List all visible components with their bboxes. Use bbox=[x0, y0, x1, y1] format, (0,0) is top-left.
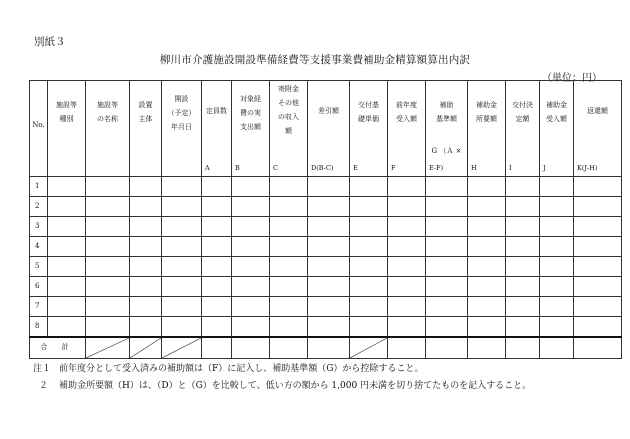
column-code: E bbox=[353, 163, 358, 172]
column-code: K(J-H) bbox=[577, 163, 598, 172]
table-cell bbox=[468, 257, 506, 277]
table-row bbox=[30, 217, 622, 237]
column-header bbox=[506, 81, 540, 177]
table-cell bbox=[506, 297, 540, 317]
table-cell bbox=[506, 317, 540, 338]
table-cell bbox=[574, 277, 622, 297]
table-cell bbox=[202, 217, 232, 237]
table-cell bbox=[162, 237, 202, 257]
table-cell bbox=[202, 317, 232, 338]
column-header bbox=[202, 81, 232, 177]
table-cell bbox=[426, 237, 468, 257]
column-header bbox=[308, 81, 350, 177]
diagonal-line bbox=[130, 338, 161, 358]
column-header-line: 受入額 bbox=[546, 115, 567, 123]
header-row bbox=[30, 81, 622, 177]
table-cell bbox=[540, 257, 574, 277]
table-cell bbox=[86, 277, 130, 297]
table-cell bbox=[426, 177, 468, 197]
table-cell bbox=[48, 277, 86, 297]
table-cell bbox=[426, 277, 468, 297]
table-cell bbox=[86, 197, 130, 217]
unit-label: （単位：円） bbox=[542, 73, 602, 84]
table-cell bbox=[308, 257, 350, 277]
total-label: 合 計 bbox=[30, 337, 86, 359]
table-cell bbox=[388, 197, 426, 217]
crossed-out-cell bbox=[162, 337, 202, 359]
table-cell bbox=[270, 197, 308, 217]
table-cell bbox=[468, 197, 506, 217]
table-cell bbox=[468, 297, 506, 317]
column-header-line: 交付基 bbox=[358, 101, 379, 109]
column-header-line: （予定） bbox=[167, 109, 196, 117]
table-cell bbox=[232, 277, 270, 297]
table-cell bbox=[468, 317, 506, 338]
column-code: F bbox=[391, 163, 396, 172]
table-cell bbox=[350, 217, 388, 237]
column-header-line: 前年度 bbox=[396, 101, 417, 109]
column-header bbox=[350, 81, 388, 177]
total-cell bbox=[202, 337, 232, 359]
table-cell bbox=[162, 297, 202, 317]
column-header-line: その他 bbox=[278, 99, 299, 107]
table-cell bbox=[574, 257, 622, 277]
table-cell bbox=[350, 277, 388, 297]
table-cell bbox=[86, 217, 130, 237]
table-cell bbox=[388, 317, 426, 338]
table-cell bbox=[388, 237, 426, 257]
column-header-line: 交付決 bbox=[512, 101, 533, 109]
notes bbox=[33, 361, 531, 395]
table-cell bbox=[48, 197, 86, 217]
column-header bbox=[130, 81, 162, 177]
table-cell bbox=[48, 237, 86, 257]
table-cell bbox=[232, 217, 270, 237]
column-header-line: 種別 bbox=[59, 115, 74, 123]
table-cell bbox=[130, 217, 162, 237]
table-cell bbox=[308, 217, 350, 237]
column-header-line: 補助 bbox=[439, 101, 454, 109]
table-cell bbox=[506, 237, 540, 257]
column-header-line: 補助金 bbox=[476, 101, 497, 109]
row-number: 4 bbox=[30, 237, 48, 257]
table-cell bbox=[506, 217, 540, 237]
table-cell bbox=[202, 237, 232, 257]
table-cell bbox=[540, 317, 574, 338]
table-cell bbox=[574, 217, 622, 237]
table-cell bbox=[468, 237, 506, 257]
total-row bbox=[30, 337, 622, 359]
crossed-out-cell bbox=[350, 337, 388, 359]
note-text: 前年度分として受入済みの補助額は（F）に記入し、補助基準額（G）から控除すること。 bbox=[59, 364, 424, 374]
document-label: 別紙３ bbox=[34, 36, 66, 48]
table-cell bbox=[162, 317, 202, 338]
table-cell bbox=[350, 297, 388, 317]
table-cell bbox=[130, 277, 162, 297]
table-cell bbox=[232, 177, 270, 197]
total-cell bbox=[388, 337, 426, 359]
crossed-out-cell bbox=[130, 337, 162, 359]
table-cell bbox=[574, 317, 622, 338]
table-row bbox=[30, 177, 622, 197]
total-cell bbox=[270, 337, 308, 359]
table-cell bbox=[540, 217, 574, 237]
total-cell bbox=[468, 337, 506, 359]
note-marker: ２ bbox=[39, 381, 49, 391]
table-cell bbox=[426, 257, 468, 277]
table-cell bbox=[574, 197, 622, 217]
table-cell bbox=[232, 257, 270, 277]
column-code: A bbox=[205, 163, 210, 172]
column-code: B bbox=[235, 163, 240, 172]
column-header-line: No. bbox=[32, 121, 45, 129]
table-cell bbox=[574, 297, 622, 317]
table-cell bbox=[270, 277, 308, 297]
column-header-line: 施設等 bbox=[56, 101, 77, 109]
table-cell bbox=[48, 317, 86, 338]
note-text: 補助金所要額（H）は、（D）と（G）を比較して、低い方の額から 1,000 円未満を切り捨てたものを記入すること。 bbox=[59, 381, 532, 391]
column-header bbox=[30, 81, 48, 177]
note-marker: 注１ bbox=[33, 364, 52, 374]
table-cell bbox=[574, 177, 622, 197]
table-cell bbox=[350, 177, 388, 197]
table-cell bbox=[202, 197, 232, 217]
table-cell bbox=[48, 217, 86, 237]
table-cell bbox=[426, 217, 468, 237]
column-header-line: 主体 bbox=[138, 115, 153, 123]
crossed-out-cell bbox=[86, 337, 130, 359]
table-cell bbox=[162, 277, 202, 297]
table-cell bbox=[270, 297, 308, 317]
table-cell bbox=[270, 257, 308, 277]
column-header-line: 差引額 bbox=[318, 107, 339, 115]
total-cell bbox=[426, 337, 468, 359]
column-header-line: 受入額 bbox=[396, 115, 417, 123]
table-cell bbox=[162, 197, 202, 217]
table-cell bbox=[232, 237, 270, 257]
note-1 bbox=[33, 361, 531, 378]
column-header bbox=[540, 81, 574, 177]
table-cell bbox=[308, 197, 350, 217]
table-cell bbox=[388, 297, 426, 317]
table-cell bbox=[308, 277, 350, 297]
row-number: 8 bbox=[30, 317, 48, 338]
table-cell bbox=[232, 197, 270, 217]
table-cell bbox=[86, 177, 130, 197]
table-cell bbox=[86, 317, 130, 338]
table-cell bbox=[506, 277, 540, 297]
column-header-line: 年月日 bbox=[171, 123, 192, 131]
table-cell bbox=[350, 317, 388, 338]
table-cell bbox=[130, 237, 162, 257]
total-cell bbox=[540, 337, 574, 359]
column-header-line: の名称 bbox=[97, 115, 118, 123]
column-header bbox=[574, 81, 622, 177]
table-cell bbox=[388, 257, 426, 277]
table-cell bbox=[162, 217, 202, 237]
table-cell bbox=[388, 277, 426, 297]
column-header-line: 額 bbox=[285, 127, 292, 135]
table-cell bbox=[540, 297, 574, 317]
table-cell bbox=[350, 257, 388, 277]
table-cell bbox=[202, 177, 232, 197]
table-row bbox=[30, 257, 622, 277]
table-row bbox=[30, 237, 622, 257]
table-cell bbox=[540, 237, 574, 257]
table-cell bbox=[86, 257, 130, 277]
table-cell bbox=[308, 237, 350, 257]
column-header-formula: G （Ａ × bbox=[431, 147, 462, 155]
table-cell bbox=[506, 257, 540, 277]
table-cell bbox=[130, 297, 162, 317]
column-header-line: 対象経 bbox=[240, 95, 261, 103]
table-cell bbox=[162, 257, 202, 277]
column-header-line: 費の実 bbox=[240, 109, 261, 117]
note-2 bbox=[33, 378, 531, 395]
table-cell bbox=[426, 197, 468, 217]
column-header-line: 開設 bbox=[174, 95, 189, 103]
column-code: I bbox=[509, 163, 512, 172]
table-cell bbox=[270, 317, 308, 338]
table-cell bbox=[130, 257, 162, 277]
column-header-line: 支出額 bbox=[240, 123, 261, 131]
column-header bbox=[426, 81, 468, 177]
column-header bbox=[270, 81, 308, 177]
table-cell bbox=[48, 257, 86, 277]
column-header-line: 寄附金 bbox=[278, 85, 299, 93]
diagonal-line bbox=[350, 338, 387, 358]
column-header-line: 定員数 bbox=[206, 107, 227, 115]
table-cell bbox=[468, 177, 506, 197]
column-header-line: 返還額 bbox=[587, 107, 608, 115]
column-header-line: 補助金 bbox=[546, 101, 567, 109]
table-cell bbox=[86, 297, 130, 317]
table-cell bbox=[232, 297, 270, 317]
column-header-line: 所要額 bbox=[476, 115, 497, 123]
table-cell bbox=[506, 177, 540, 197]
column-code: E-F) bbox=[429, 163, 444, 172]
row-number: 2 bbox=[30, 197, 48, 217]
table-cell bbox=[426, 317, 468, 338]
table-cell bbox=[308, 177, 350, 197]
table-row bbox=[30, 317, 622, 338]
table-row bbox=[30, 197, 622, 217]
table-cell bbox=[506, 197, 540, 217]
table-cell bbox=[232, 317, 270, 338]
column-header bbox=[388, 81, 426, 177]
table-cell bbox=[130, 197, 162, 217]
total-cell bbox=[574, 337, 622, 359]
column-header bbox=[232, 81, 270, 177]
table-cell bbox=[350, 237, 388, 257]
row-number: 3 bbox=[30, 217, 48, 237]
column-header bbox=[48, 81, 86, 177]
column-header-line: 礎単価 bbox=[358, 115, 379, 123]
table-row bbox=[30, 297, 622, 317]
column-header-line: の収入 bbox=[278, 113, 299, 121]
table-cell bbox=[202, 277, 232, 297]
total-cell bbox=[506, 337, 540, 359]
table-cell bbox=[388, 217, 426, 237]
table-cell bbox=[48, 177, 86, 197]
table-cell bbox=[540, 197, 574, 217]
table-cell bbox=[270, 177, 308, 197]
table-cell bbox=[308, 317, 350, 338]
table-cell bbox=[130, 317, 162, 338]
table-cell bbox=[202, 257, 232, 277]
column-header-line: 定額 bbox=[515, 115, 530, 123]
total-cell bbox=[308, 337, 350, 359]
column-code: H bbox=[471, 163, 477, 172]
settlement-table bbox=[29, 80, 622, 359]
column-header bbox=[86, 81, 130, 177]
column-header-line: 設置 bbox=[138, 101, 153, 109]
table-cell bbox=[48, 297, 86, 317]
table-cell bbox=[270, 217, 308, 237]
table-cell bbox=[130, 177, 162, 197]
column-header bbox=[468, 81, 506, 177]
diagonal-line bbox=[162, 338, 201, 358]
table-cell bbox=[468, 277, 506, 297]
total-cell bbox=[232, 337, 270, 359]
column-code: J bbox=[543, 163, 546, 172]
table-cell bbox=[426, 297, 468, 317]
column-header-line: 施設等 bbox=[97, 101, 118, 109]
table-row bbox=[30, 277, 622, 297]
table-cell bbox=[388, 177, 426, 197]
row-number: 6 bbox=[30, 277, 48, 297]
row-number: 5 bbox=[30, 257, 48, 277]
table-cell bbox=[162, 177, 202, 197]
table-cell bbox=[308, 297, 350, 317]
table-cell bbox=[574, 237, 622, 257]
column-code: D(B-C) bbox=[311, 163, 334, 172]
table-cell bbox=[270, 237, 308, 257]
row-number: 1 bbox=[30, 177, 48, 197]
row-number: 7 bbox=[30, 297, 48, 317]
column-header bbox=[162, 81, 202, 177]
diagonal-line bbox=[86, 338, 129, 358]
table-cell bbox=[202, 297, 232, 317]
table-cell bbox=[468, 217, 506, 237]
table-cell bbox=[86, 237, 130, 257]
table-cell bbox=[540, 277, 574, 297]
table-cell bbox=[350, 197, 388, 217]
column-header-line: 基準額 bbox=[436, 115, 457, 123]
table-cell bbox=[540, 177, 574, 197]
document-title: 柳川市介護施設開設準備経費等支援事業費補助金精算額算出内訳 bbox=[159, 54, 471, 66]
column-code: C bbox=[273, 163, 278, 172]
